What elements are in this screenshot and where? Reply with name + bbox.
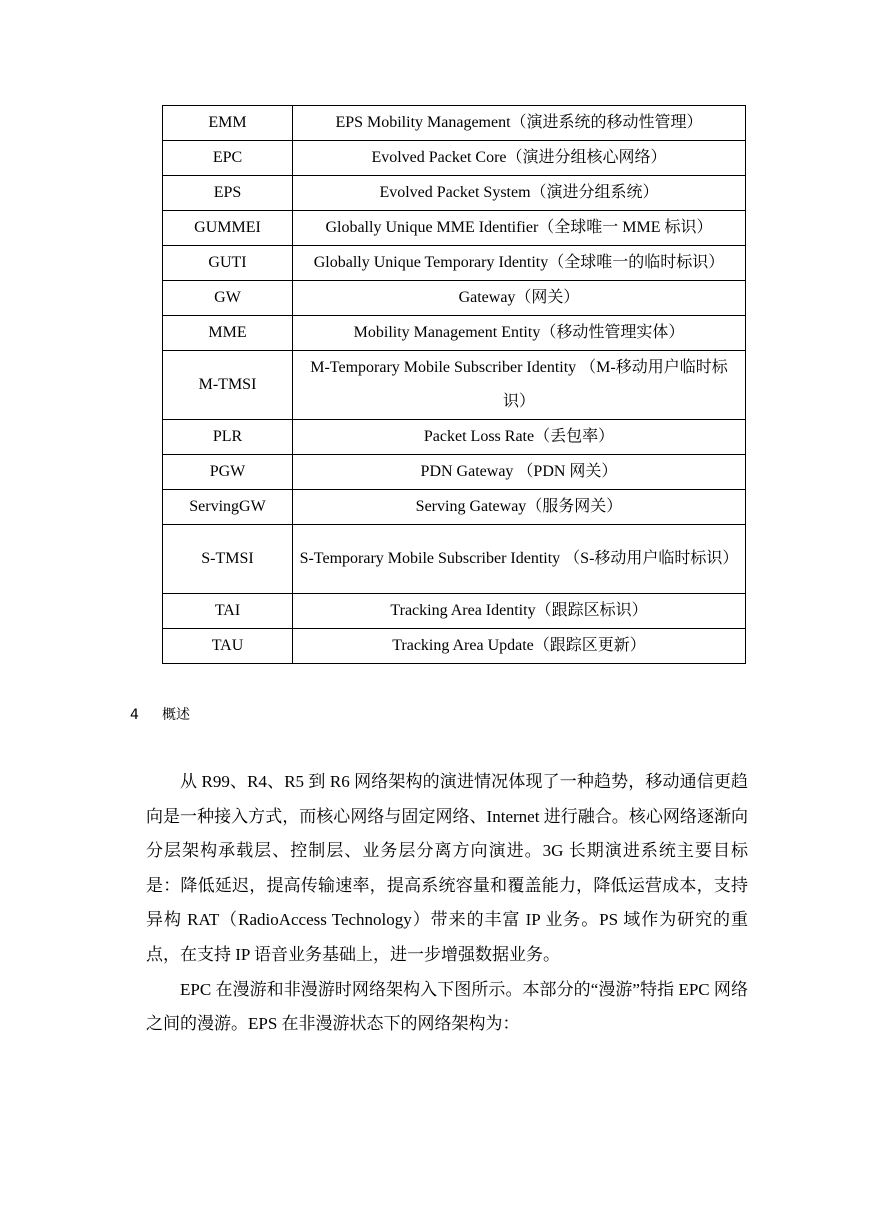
abbr-definition: Mobility Management Entity（移动性管理实体） [293,316,746,351]
table-row [163,351,746,420]
abbr-definition: Tracking Area Identity（跟踪区标识） [293,594,746,629]
abbr-term: PLR [163,420,293,455]
abbr-definition: Globally Unique MME Identifier（全球唯一 MME 标识） [293,211,746,246]
abbr-term: S-TMSI [163,525,293,594]
section-number: 4 [130,707,139,723]
abbr-term: GW [163,281,293,316]
table-row [163,106,746,141]
section-heading [130,704,190,724]
table-row [163,211,746,246]
table-row [163,141,746,176]
abbr-term: TAU [163,629,293,664]
abbr-definition: PDN Gateway （PDN 网关） [293,455,746,490]
abbr-definition: Evolved Packet System（演进分组系统） [293,176,746,211]
abbr-term: ServingGW [163,490,293,525]
table-row [163,281,746,316]
abbr-definition: Gateway（网关） [293,281,746,316]
abbr-definition: Packet Loss Rate（丢包率） [293,420,746,455]
table-row [163,176,746,211]
body-text [146,765,748,1042]
abbr-term: EPS [163,176,293,211]
abbr-term: GUTI [163,246,293,281]
abbr-definition: Globally Unique Temporary Identity（全球唯一的临时标识） [293,246,746,281]
section-title: 概述 [162,707,190,723]
paragraph: EPC 在漫游和非漫游时网络架构入下图所示。本部分的“漫游”特指 EPC 网络之间的漫游。EPS 在非漫游状态下的网络架构为： [146,979,748,1034]
abbr-definition: Tracking Area Update（跟踪区更新） [293,629,746,664]
table-row [163,455,746,490]
table-row [163,594,746,629]
abbr-term: MME [163,316,293,351]
abbr-term: PGW [163,455,293,490]
abbr-definition: S-Temporary Mobile Subscriber Identity （S-移动用户临时标识） [293,525,746,594]
abbr-definition: Evolved Packet Core（演进分组核心网络） [293,141,746,176]
abbreviation-table [162,105,746,664]
abbr-definition: Serving Gateway（服务网关） [293,490,746,525]
abbr-term: EPC [163,141,293,176]
table-row [163,490,746,525]
table-row [163,525,746,594]
table-row [163,629,746,664]
abbr-term: TAI [163,594,293,629]
abbr-definition: EPS Mobility Management（演进系统的移动性管理） [293,106,746,141]
abbr-term: EMM [163,106,293,141]
table-row [163,316,746,351]
table-row [163,246,746,281]
abbr-term: GUMMEI [163,211,293,246]
abbr-definition: M-Temporary Mobile Subscriber Identity （M-移动用户临时标识） [293,351,746,420]
paragraph: 从 R99、R4、R5 到 R6 网络架构的演进情况体现了一种趋势，移动通信更趋向是一种接入方式，而核心网络与固定网络、Internet 进行融合。核心网络逐渐向分层架构承载层、控制层、业务层分离方向演进。3G 长期演进系统主要目标是：降低延迟，提高传输速率，提高系统容量和覆盖能力，降低运营成本，支持异构 RAT（RadioAccess Technology）带来的丰富 IP 业务。PS 域作为研究的重点，在支持 IP 语音业务基础上，进一步增强数据业务。 [146,772,748,964]
abbr-term: M-TMSI [163,351,293,420]
table-row [163,420,746,455]
